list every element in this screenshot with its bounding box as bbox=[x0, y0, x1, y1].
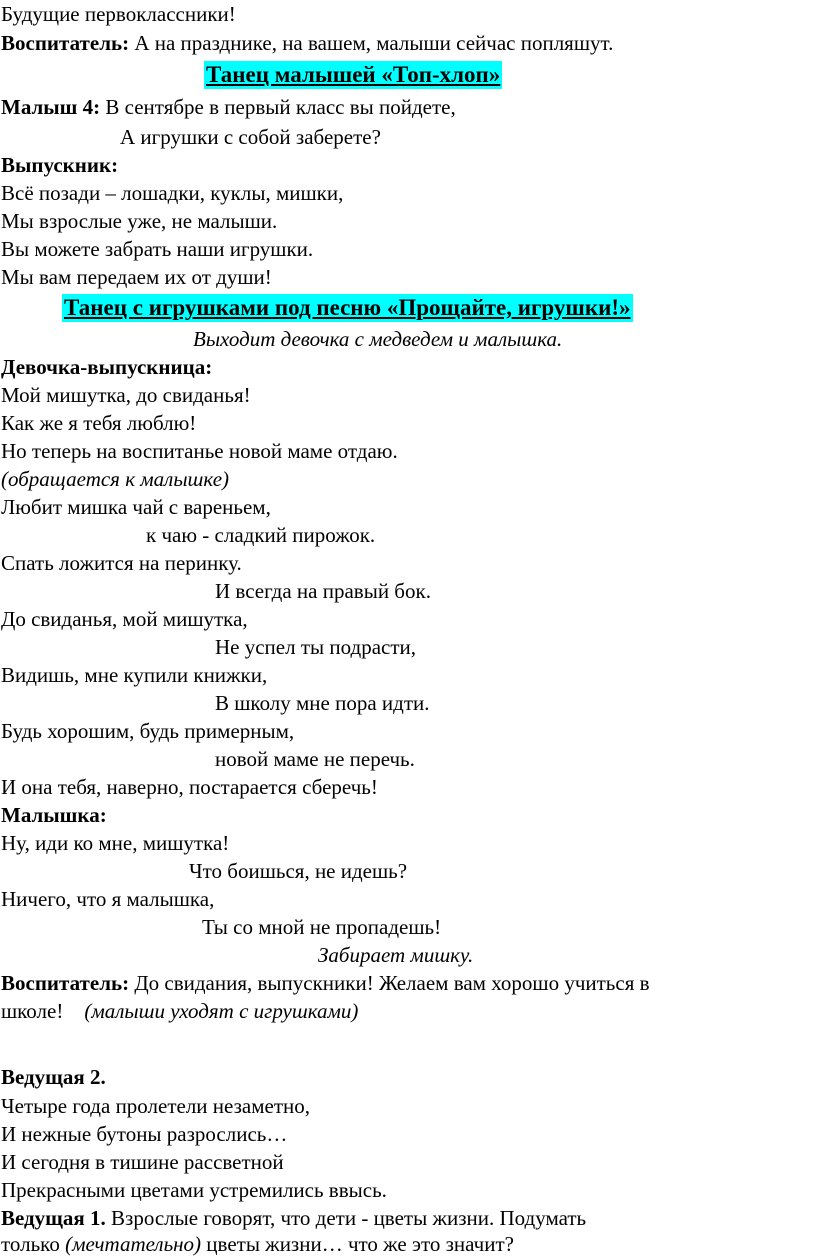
speaker-label: Малышка: bbox=[1, 803, 107, 827]
text-line: Будущие первоклассники! bbox=[1, 2, 236, 26]
speech-text: Взрослые говорят, что дети - цветы жизни. Подумать bbox=[105, 1206, 587, 1230]
text-line: А игрушки с собой заберете? bbox=[120, 125, 381, 149]
text-line: Мой мишутка, до свиданья! bbox=[1, 383, 251, 407]
speech-text: только bbox=[1, 1232, 66, 1256]
speaker-label: Девочка-выпускница: bbox=[1, 355, 213, 379]
text-line: Четыре года пролетели незаметно, bbox=[1, 1094, 311, 1118]
text-line bbox=[1, 30, 613, 56]
text-line: Прекрасными цветами устремились ввысь. bbox=[1, 1178, 387, 1202]
text-line: Мы взрослые уже, не малыши. bbox=[1, 209, 278, 233]
text-line: новой маме не перечь. bbox=[215, 747, 415, 771]
speech-text: школе! bbox=[1, 999, 85, 1023]
text-line: Как же я тебя люблю! bbox=[1, 411, 197, 435]
text-line: До свиданья, мой мишутка, bbox=[1, 607, 248, 631]
text-line: И нежные бутоны разрослись… bbox=[1, 1122, 288, 1146]
speaker-label: Малыш 4: bbox=[1, 95, 101, 119]
section-heading: Танец малышей «Топ-хлоп» bbox=[206, 62, 501, 87]
text-line bbox=[1, 94, 456, 120]
text-line: Что боишься, не идешь? bbox=[189, 859, 408, 883]
text-line: В школу мне пора идти. bbox=[215, 691, 430, 715]
text-line: Будь хорошим, будь примерным, bbox=[1, 719, 295, 743]
text-line: Ничего, что я малышка, bbox=[1, 887, 215, 911]
stage-direction: Забирает мишку. bbox=[318, 943, 474, 967]
stage-direction: (мечтательно) bbox=[65, 1232, 202, 1256]
text-line: И она тебя, наверно, постарается сберечь! bbox=[1, 775, 378, 799]
speaker-label: Выпускник: bbox=[1, 153, 119, 177]
speech-text: До свидания, выпускники! Желаем вам хорошо учиться в bbox=[129, 971, 650, 995]
speech-text: цветы жизни… что же это значит? bbox=[201, 1232, 514, 1256]
text-line: Не успел ты подрасти, bbox=[215, 635, 417, 659]
text-line: Ну, иди ко мне, мишутка! bbox=[1, 831, 230, 855]
stage-direction: Выходит девочка с медведем и малышка. bbox=[193, 327, 563, 351]
text-line: Но теперь на воспитанье новой маме отдаю. bbox=[1, 439, 398, 463]
text-line bbox=[1, 998, 358, 1024]
stage-direction: (обращается к малышке) bbox=[1, 467, 230, 491]
text-line: И всегда на правый бок. bbox=[215, 579, 431, 603]
text-line: Мы вам передаем их от души! bbox=[1, 265, 272, 289]
text-line: Видишь, мне купили книжки, bbox=[1, 663, 268, 687]
text-line: И сегодня в тишине рассветной bbox=[1, 1150, 284, 1174]
section-heading: Танец с игрушками под песню «Прощайте, игрушки!» bbox=[64, 295, 631, 320]
speaker-label: Ведущая 2. bbox=[1, 1065, 106, 1089]
text-line: Спать ложится на перинку. bbox=[1, 551, 242, 575]
text-line: Всё позади – лошадки, куклы, мишки, bbox=[1, 181, 344, 205]
stage-direction: (малыши уходят с игрушками) bbox=[84, 999, 359, 1023]
text-line bbox=[1, 1205, 586, 1231]
speech-text: А на празднике, на вашем, малыши сейчас попляшут. bbox=[129, 31, 614, 55]
text-line: Ты со мной не пропадешь! bbox=[202, 915, 442, 939]
speech-text: В сентябре в первый класс вы пойдете, bbox=[100, 95, 456, 119]
text-line: к чаю - сладкий пирожок. bbox=[146, 523, 376, 547]
text-line: Вы можете забрать наши игрушки. bbox=[1, 237, 314, 261]
text-line bbox=[1, 970, 650, 996]
speaker-label: Воспитатель: bbox=[1, 971, 130, 995]
speaker-label: Ведущая 1. bbox=[1, 1206, 106, 1230]
text-line bbox=[1, 1231, 514, 1257]
speaker-label: Воспитатель: bbox=[1, 31, 130, 55]
text-line: Любит мишка чай с вареньем, bbox=[1, 495, 271, 519]
